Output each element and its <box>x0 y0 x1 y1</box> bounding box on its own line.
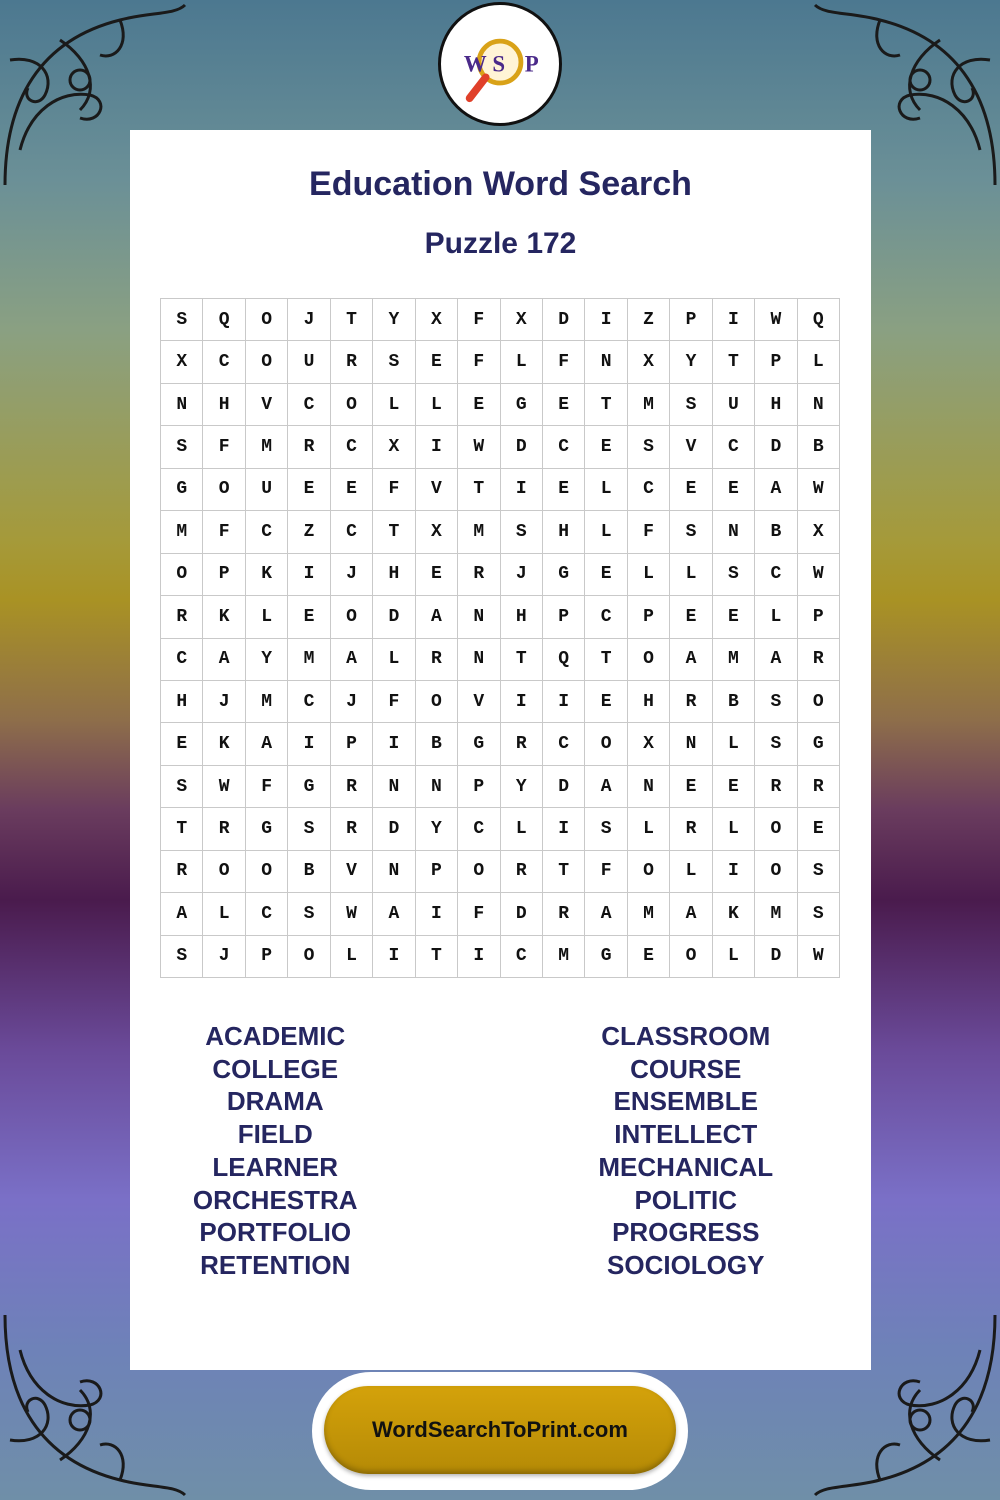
grid-cell[interactable]: R <box>331 766 373 808</box>
grid-cell[interactable]: X <box>373 426 415 468</box>
grid-cell[interactable]: G <box>798 723 840 765</box>
grid-cell[interactable]: Y <box>373 299 415 341</box>
grid-cell[interactable]: Z <box>628 299 670 341</box>
grid-cell[interactable]: P <box>670 299 712 341</box>
grid-cell[interactable]: A <box>161 893 203 935</box>
grid-cell[interactable]: O <box>628 639 670 681</box>
grid-cell[interactable]: M <box>713 639 755 681</box>
grid-cell[interactable]: X <box>798 511 840 553</box>
grid-cell[interactable]: J <box>203 681 245 723</box>
grid-cell[interactable]: O <box>246 299 288 341</box>
grid-cell[interactable]: E <box>416 341 458 383</box>
grid-cell[interactable]: F <box>373 469 415 511</box>
magnifier-icon <box>470 77 486 98</box>
grid-cell[interactable]: M <box>458 511 500 553</box>
grid-cell[interactable]: E <box>458 384 500 426</box>
grid-cell[interactable]: T <box>373 511 415 553</box>
grid-cell[interactable]: L <box>501 808 543 850</box>
grid-cell[interactable]: D <box>373 596 415 638</box>
grid-cell[interactable]: Z <box>288 511 330 553</box>
grid-cell[interactable]: S <box>798 851 840 893</box>
grid-cell[interactable]: I <box>543 681 585 723</box>
grid-cell[interactable]: P <box>203 554 245 596</box>
grid-cell[interactable]: G <box>501 384 543 426</box>
word-list-item: INTELLECT <box>614 1119 758 1150</box>
grid-cell[interactable]: D <box>543 766 585 808</box>
word-list-item: DRAMA <box>226 1086 324 1117</box>
word-list-item: CLASSROOM <box>601 1021 771 1051</box>
grid-cell[interactable]: U <box>288 341 330 383</box>
grid-cell[interactable]: M <box>543 936 585 978</box>
grid-cell[interactable]: L <box>670 554 712 596</box>
grid-cell[interactable]: Y <box>501 766 543 808</box>
grid-cell[interactable]: O <box>331 384 373 426</box>
grid-cell[interactable]: C <box>288 681 330 723</box>
grid-cell[interactable]: M <box>628 384 670 426</box>
grid-cell[interactable]: R <box>458 554 500 596</box>
grid-cell[interactable]: V <box>416 469 458 511</box>
grid-cell[interactable]: A <box>416 596 458 638</box>
grid-cell[interactable]: I <box>288 554 330 596</box>
grid-cell[interactable]: L <box>713 723 755 765</box>
grid-cell[interactable]: E <box>670 766 712 808</box>
grid-cell[interactable]: V <box>331 851 373 893</box>
grid-cell[interactable]: L <box>501 341 543 383</box>
grid-cell[interactable]: L <box>798 341 840 383</box>
grid-cell[interactable]: H <box>501 596 543 638</box>
grid-cell[interactable]: O <box>585 723 627 765</box>
grid-cell[interactable]: X <box>628 341 670 383</box>
grid-cell[interactable]: S <box>628 426 670 468</box>
grid-cell[interactable]: N <box>798 384 840 426</box>
grid-cell[interactable]: O <box>628 851 670 893</box>
grid-cell[interactable]: R <box>543 893 585 935</box>
grid-cell[interactable]: O <box>458 851 500 893</box>
word-list-item: LEARNER <box>212 1151 339 1182</box>
logo-letter-s: S <box>492 51 506 77</box>
grid-cell[interactable]: N <box>458 596 500 638</box>
puzzle-number: Puzzle 172 <box>424 227 577 260</box>
grid-cell[interactable]: K <box>246 554 288 596</box>
grid-cell[interactable]: X <box>416 511 458 553</box>
grid-cell[interactable]: H <box>755 384 797 426</box>
grid-cell[interactable]: N <box>670 723 712 765</box>
grid-cell[interactable]: H <box>628 681 670 723</box>
grid-cell[interactable]: C <box>246 893 288 935</box>
grid-cell[interactable]: W <box>203 766 245 808</box>
grid-cell[interactable]: E <box>713 596 755 638</box>
grid-cell[interactable]: S <box>755 681 797 723</box>
word-list-left <box>130 1020 501 1282</box>
grid-cell[interactable]: H <box>161 681 203 723</box>
footer-banner <box>312 1372 688 1490</box>
grid-cell[interactable]: S <box>161 936 203 978</box>
grid-cell[interactable]: R <box>798 639 840 681</box>
grid-cell[interactable]: C <box>331 426 373 468</box>
logo-letter-p: P <box>524 51 539 77</box>
grid-cell[interactable]: E <box>713 766 755 808</box>
puzzle-card <box>130 130 871 1370</box>
grid-cell[interactable]: T <box>161 808 203 850</box>
grid-cell[interactable]: V <box>246 384 288 426</box>
grid-cell[interactable]: D <box>755 426 797 468</box>
grid-cell[interactable]: C <box>501 936 543 978</box>
grid-cell[interactable]: I <box>288 723 330 765</box>
word-list-item: COLLEGE <box>212 1053 339 1084</box>
grid-cell[interactable]: A <box>203 639 245 681</box>
grid-cell[interactable]: F <box>458 893 500 935</box>
grid-cell[interactable]: I <box>713 851 755 893</box>
grid-cell[interactable]: F <box>246 766 288 808</box>
grid-cell[interactable]: C <box>331 511 373 553</box>
grid-cell[interactable]: S <box>161 299 203 341</box>
grid-cell[interactable]: S <box>713 554 755 596</box>
grid-cell[interactable]: R <box>501 723 543 765</box>
grid-cell[interactable]: S <box>161 426 203 468</box>
grid-cell[interactable]: T <box>458 469 500 511</box>
grid-cell[interactable]: S <box>288 893 330 935</box>
grid-cell[interactable]: E <box>585 554 627 596</box>
grid-cell[interactable]: B <box>288 851 330 893</box>
grid-cell[interactable]: T <box>543 851 585 893</box>
grid-cell[interactable]: N <box>161 384 203 426</box>
grid-cell[interactable]: S <box>670 384 712 426</box>
grid-cell[interactable]: I <box>585 299 627 341</box>
grid-cell[interactable]: E <box>288 469 330 511</box>
grid-cell[interactable]: L <box>713 936 755 978</box>
grid-cell[interactable]: F <box>628 511 670 553</box>
grid-cell[interactable]: O <box>798 681 840 723</box>
word-list-item: PROGRESS <box>612 1217 760 1248</box>
grid-cell[interactable]: T <box>585 639 627 681</box>
grid-cell[interactable]: R <box>798 766 840 808</box>
grid-cell[interactable]: R <box>416 639 458 681</box>
grid-cell[interactable]: D <box>373 808 415 850</box>
grid-cell[interactable]: D <box>501 893 543 935</box>
grid-cell[interactable]: K <box>203 596 245 638</box>
grid-cell[interactable]: Y <box>416 808 458 850</box>
grid-cell[interactable]: O <box>203 851 245 893</box>
grid-cell[interactable]: L <box>203 893 245 935</box>
grid-cell[interactable]: J <box>331 681 373 723</box>
grid-cell[interactable]: I <box>373 723 415 765</box>
grid-cell[interactable]: F <box>543 341 585 383</box>
grid-cell[interactable]: C <box>543 426 585 468</box>
site-logo[interactable] <box>438 2 562 126</box>
grid-cell[interactable]: C <box>713 426 755 468</box>
grid-cell[interactable]: S <box>755 723 797 765</box>
grid-cell[interactable]: E <box>670 596 712 638</box>
grid-cell[interactable]: N <box>585 341 627 383</box>
grid-cell[interactable]: N <box>373 766 415 808</box>
grid-cell[interactable]: T <box>585 384 627 426</box>
grid-cell[interactable]: D <box>501 426 543 468</box>
grid-cell[interactable]: W <box>798 469 840 511</box>
grid-cell[interactable]: Q <box>543 639 585 681</box>
grid-cell[interactable]: E <box>713 469 755 511</box>
grid-cell[interactable]: L <box>713 808 755 850</box>
grid-cell[interactable]: T <box>501 639 543 681</box>
grid-cell[interactable]: C <box>628 469 670 511</box>
grid-cell[interactable]: B <box>713 681 755 723</box>
grid-cell[interactable]: C <box>246 511 288 553</box>
grid-cell[interactable]: W <box>755 299 797 341</box>
grid-cell[interactable]: G <box>585 936 627 978</box>
grid-cell[interactable]: I <box>713 299 755 341</box>
grid-cell[interactable]: W <box>331 893 373 935</box>
grid-cell[interactable]: M <box>288 639 330 681</box>
grid-cell[interactable]: G <box>543 554 585 596</box>
grid-cell[interactable]: R <box>161 596 203 638</box>
grid-cell[interactable]: M <box>246 426 288 468</box>
grid-cell[interactable]: F <box>203 511 245 553</box>
word-list-item: ACADEMIC <box>205 1021 346 1051</box>
grid-cell[interactable]: O <box>755 808 797 850</box>
grid-cell[interactable]: Y <box>246 639 288 681</box>
grid-cell[interactable]: M <box>755 893 797 935</box>
site-link[interactable]: WordSearchToPrint.com <box>324 1386 676 1474</box>
grid-cell[interactable]: E <box>331 469 373 511</box>
grid-cell[interactable]: W <box>798 936 840 978</box>
grid-cell[interactable]: E <box>585 681 627 723</box>
letter-grid <box>160 298 840 978</box>
grid-cell[interactable]: R <box>203 808 245 850</box>
grid-cell[interactable]: J <box>203 936 245 978</box>
grid-cell[interactable]: P <box>798 596 840 638</box>
grid-cell[interactable]: F <box>458 341 500 383</box>
grid-cell[interactable]: P <box>543 596 585 638</box>
word-list-item: MECHANICAL <box>598 1151 774 1182</box>
grid-cell[interactable]: C <box>458 808 500 850</box>
grid-cell[interactable]: O <box>246 341 288 383</box>
logo-letter-w: W <box>463 51 487 77</box>
grid-cell[interactable]: L <box>628 808 670 850</box>
grid-cell[interactable]: H <box>203 384 245 426</box>
grid-cell[interactable]: P <box>628 596 670 638</box>
grid-cell[interactable]: F <box>458 299 500 341</box>
grid-cell[interactable]: X <box>501 299 543 341</box>
grid-cell[interactable]: D <box>755 936 797 978</box>
grid-cell[interactable]: V <box>458 681 500 723</box>
grid-cell[interactable]: S <box>373 341 415 383</box>
grid-cell[interactable]: A <box>670 639 712 681</box>
grid-cell[interactable]: L <box>246 596 288 638</box>
grid-cell[interactable]: R <box>161 851 203 893</box>
grid-cell[interactable]: M <box>246 681 288 723</box>
grid-cell[interactable]: J <box>501 554 543 596</box>
page-title: Education Word Search <box>309 165 692 203</box>
grid-cell[interactable]: P <box>458 766 500 808</box>
grid-cell[interactable]: L <box>755 596 797 638</box>
word-list-item: SOCIOLOGY <box>607 1249 765 1280</box>
grid-cell[interactable]: S <box>798 893 840 935</box>
grid-cell[interactable]: J <box>331 554 373 596</box>
grid-cell[interactable]: H <box>543 511 585 553</box>
grid-cell[interactable]: X <box>416 299 458 341</box>
grid-cell[interactable]: K <box>203 723 245 765</box>
grid-cell[interactable]: F <box>585 851 627 893</box>
grid-cell[interactable]: S <box>585 808 627 850</box>
word-list-item: FIELD <box>237 1119 313 1150</box>
grid-cell[interactable]: U <box>713 384 755 426</box>
word-list-item: ORCHESTRA <box>192 1184 358 1215</box>
grid-cell[interactable]: E <box>288 596 330 638</box>
grid-cell[interactable]: N <box>628 766 670 808</box>
grid-cell[interactable]: C <box>161 639 203 681</box>
grid-cell[interactable]: I <box>416 893 458 935</box>
word-list-item: POLITIC <box>634 1184 738 1215</box>
grid-cell[interactable]: I <box>501 469 543 511</box>
grid-cell[interactable]: U <box>246 469 288 511</box>
grid-cell[interactable]: A <box>373 893 415 935</box>
grid-cell[interactable]: Q <box>798 299 840 341</box>
grid-cell[interactable]: G <box>458 723 500 765</box>
grid-cell[interactable]: B <box>798 426 840 468</box>
grid-cell[interactable]: G <box>288 766 330 808</box>
grid-cell[interactable]: L <box>373 639 415 681</box>
word-list-item: PORTFOLIO <box>199 1217 352 1248</box>
grid-cell[interactable]: A <box>755 639 797 681</box>
grid-cell[interactable]: N <box>373 851 415 893</box>
grid-cell[interactable]: I <box>501 681 543 723</box>
grid-cell[interactable]: I <box>416 426 458 468</box>
grid-cell[interactable]: L <box>628 554 670 596</box>
grid-cell[interactable]: C <box>288 384 330 426</box>
grid-cell[interactable]: C <box>755 554 797 596</box>
grid-cell[interactable]: R <box>331 808 373 850</box>
grid-cell[interactable]: Q <box>203 299 245 341</box>
grid-cell[interactable]: A <box>670 893 712 935</box>
grid-cell[interactable]: R <box>670 681 712 723</box>
grid-cell[interactable]: B <box>755 511 797 553</box>
grid-cell[interactable]: L <box>331 936 373 978</box>
grid-cell[interactable]: O <box>288 936 330 978</box>
grid-cell[interactable]: E <box>543 469 585 511</box>
grid-cell[interactable]: N <box>713 511 755 553</box>
grid-cell[interactable]: F <box>203 426 245 468</box>
grid-cell[interactable]: I <box>373 936 415 978</box>
grid-cell[interactable]: X <box>628 723 670 765</box>
grid-cell[interactable]: N <box>458 639 500 681</box>
grid-cell[interactable]: B <box>416 723 458 765</box>
grid-cell[interactable]: F <box>373 681 415 723</box>
grid-cell[interactable]: J <box>288 299 330 341</box>
grid-cell[interactable]: O <box>331 596 373 638</box>
grid-cell[interactable]: E <box>670 469 712 511</box>
grid-cell[interactable]: O <box>203 469 245 511</box>
grid-cell[interactable]: R <box>755 766 797 808</box>
grid-cell[interactable]: O <box>755 851 797 893</box>
grid-cell[interactable]: H <box>373 554 415 596</box>
grid-cell[interactable]: A <box>585 893 627 935</box>
grid-cell[interactable]: T <box>713 341 755 383</box>
grid-cell[interactable]: E <box>585 426 627 468</box>
grid-cell[interactable]: A <box>585 766 627 808</box>
grid-cell[interactable]: I <box>458 936 500 978</box>
grid-cell[interactable]: C <box>543 723 585 765</box>
grid-cell[interactable]: L <box>416 384 458 426</box>
grid-cell[interactable]: D <box>543 299 585 341</box>
grid-cell[interactable]: N <box>416 766 458 808</box>
grid-cell[interactable]: S <box>161 766 203 808</box>
grid-cell[interactable]: O <box>670 936 712 978</box>
grid-cell[interactable]: S <box>501 511 543 553</box>
grid-cell[interactable]: E <box>798 808 840 850</box>
grid-cell[interactable]: G <box>161 469 203 511</box>
word-list-right <box>501 1020 872 1282</box>
grid-cell[interactable]: R <box>331 341 373 383</box>
grid-cell[interactable]: S <box>670 511 712 553</box>
grid-cell[interactable]: R <box>501 851 543 893</box>
grid-cell[interactable]: O <box>416 681 458 723</box>
grid-cell[interactable]: R <box>288 426 330 468</box>
grid-cell[interactable]: P <box>331 723 373 765</box>
grid-cell[interactable]: E <box>416 554 458 596</box>
grid-cell[interactable]: W <box>458 426 500 468</box>
grid-cell[interactable]: Y <box>670 341 712 383</box>
grid-cell[interactable]: E <box>543 384 585 426</box>
grid-cell[interactable]: S <box>288 808 330 850</box>
grid-cell[interactable]: P <box>755 341 797 383</box>
grid-cell[interactable]: L <box>585 511 627 553</box>
grid-cell[interactable]: P <box>416 851 458 893</box>
grid-cell[interactable]: L <box>670 851 712 893</box>
word-list <box>130 1020 871 1282</box>
grid-cell[interactable]: T <box>416 936 458 978</box>
grid-cell[interactable]: M <box>161 511 203 553</box>
grid-cell[interactable]: K <box>713 893 755 935</box>
grid-cell[interactable]: O <box>246 851 288 893</box>
word-list-item: COURSE <box>630 1053 742 1084</box>
grid-cell[interactable]: O <box>161 554 203 596</box>
grid-cell[interactable]: C <box>585 596 627 638</box>
grid-cell[interactable]: C <box>203 341 245 383</box>
grid-cell[interactable]: W <box>798 554 840 596</box>
grid-cell[interactable]: L <box>585 469 627 511</box>
grid-cell[interactable]: E <box>628 936 670 978</box>
grid-cell[interactable]: G <box>246 808 288 850</box>
grid-cell[interactable]: A <box>331 639 373 681</box>
grid-cell[interactable]: M <box>628 893 670 935</box>
grid-cell[interactable]: A <box>755 469 797 511</box>
grid-cell[interactable]: V <box>670 426 712 468</box>
grid-cell[interactable]: L <box>373 384 415 426</box>
grid-cell[interactable]: E <box>161 723 203 765</box>
grid-cell[interactable]: R <box>670 808 712 850</box>
word-list-item: ENSEMBLE <box>613 1086 758 1117</box>
grid-cell[interactable]: I <box>543 808 585 850</box>
grid-cell[interactable]: T <box>331 299 373 341</box>
grid-cell[interactable]: P <box>246 936 288 978</box>
grid-cell[interactable]: X <box>161 341 203 383</box>
grid-cell[interactable]: A <box>246 723 288 765</box>
word-list-item: RETENTION <box>200 1249 351 1280</box>
